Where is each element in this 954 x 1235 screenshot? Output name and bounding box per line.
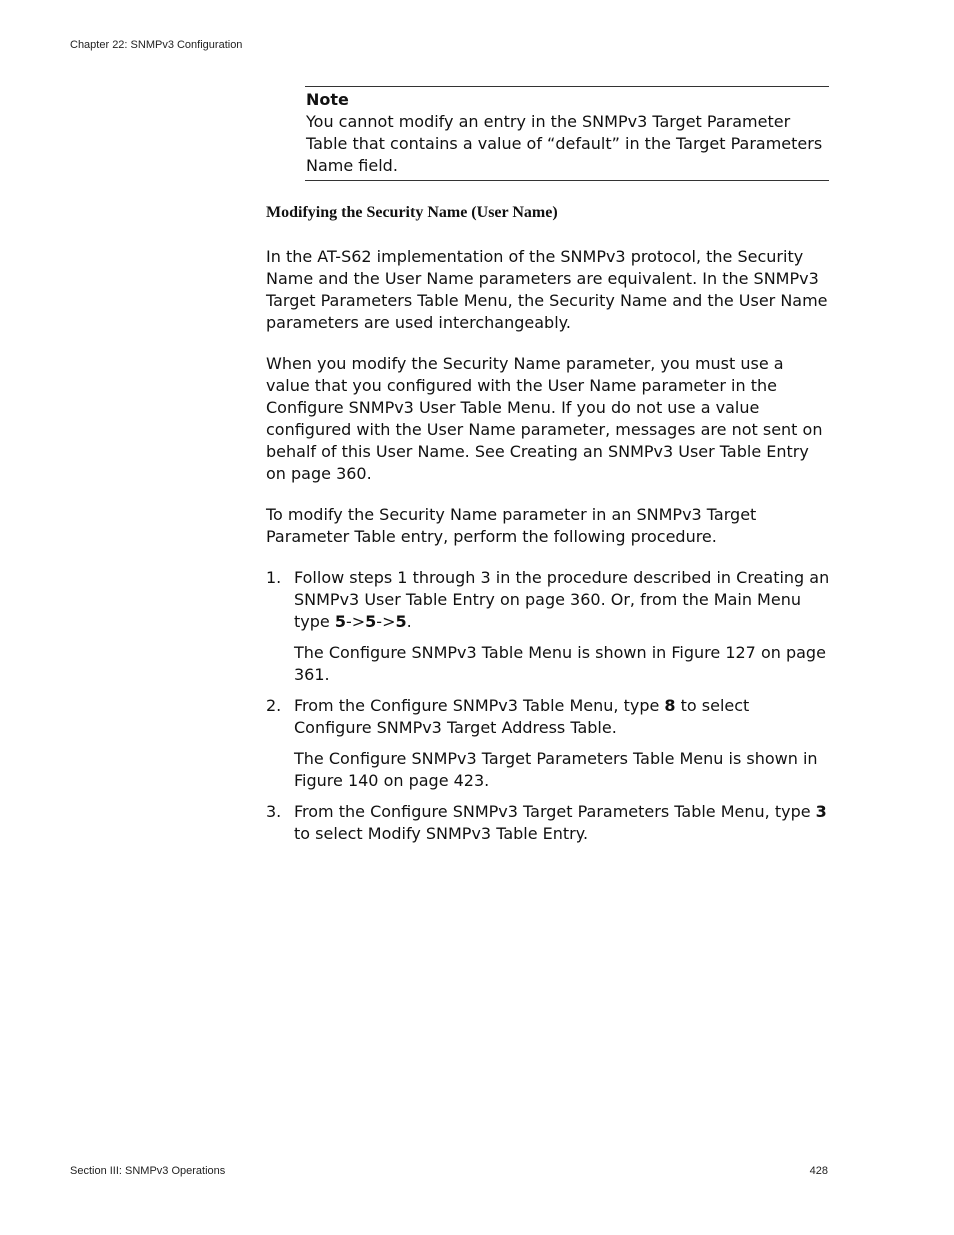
step-text-part: to select Configure SNMPv3 Target Address Table. [294,696,750,737]
step-text-part: . [406,612,412,631]
step-text [294,801,831,845]
running-footer-section: Section III: SNMPv3 Operations [70,1165,226,1177]
running-header: Chapter 22: SNMPv3 Configuration [70,39,243,51]
step-result: The Configure SNMPv3 Target Parameters Table Menu is shown in Figure 140 on page 423. [294,749,818,790]
menu-key: 8 [664,696,676,715]
step-3 [266,801,831,845]
step-2 [266,695,831,792]
step-1 [266,567,831,686]
menu-separator: -> [376,612,396,631]
procedure-steps [266,567,831,845]
menu-key: 5 [334,612,346,631]
menu-separator: -> [345,612,366,631]
menu-key: 3 [815,802,827,821]
step-number: 1. [266,568,282,587]
step-text [294,567,831,633]
main-content [266,199,831,854]
note-body: You cannot modify an entry in the SNMPv3 Target Parameter Table that contains a value of “default” in the Target Parameters Name field. [306,112,823,175]
paragraph-1: In the AT-S62 implementation of the SNMPv3 protocol, the Security Name and the User Name parameters are equivalent. In the SNMPv3 Target Parameters Table Menu, the Security Name and the User Name parameters are used interchangeably. [266,247,828,332]
step-number: 2. [266,696,282,715]
step-result: The Configure SNMPv3 Table Menu is shown in Figure 127 on page 361. [294,643,826,684]
section-heading: Modifying the Security Name (User Name) [266,204,558,221]
step-text-part: From the Configure SNMPv3 Target Parameters Table Menu, type [294,802,816,821]
note-box [305,86,829,181]
paragraph-2: When you modify the Security Name parameter, you must use a value that you configured with the User Name parameter in the Configure SNMPv3 User Table Menu. If you do not use a value configured with the User Name parameter, messages are not sent on behalf of this User Name. See Creating an SNMPv3 User Table Entry on page 360. [266,354,823,483]
step-text-part: to select Modify SNMPv3 Table Entry. [294,824,589,843]
step-text-part: From the Configure SNMPv3 Table Menu, type [294,696,665,715]
menu-key: 5 [365,612,377,631]
note-title: Note [306,90,349,109]
page-number: 428 [809,1165,828,1177]
paragraph-3: To modify the Security Name parameter in an SNMPv3 Target Parameter Table entry, perform the following procedure. [266,505,757,546]
menu-key: 5 [395,612,407,631]
step-text [294,695,831,739]
step-text-part: Follow steps 1 through 3 in the procedure described in Creating an SNMPv3 User Table Entry on page 360. Or, from the Main Menu type [294,568,830,631]
step-number: 3. [266,802,282,821]
